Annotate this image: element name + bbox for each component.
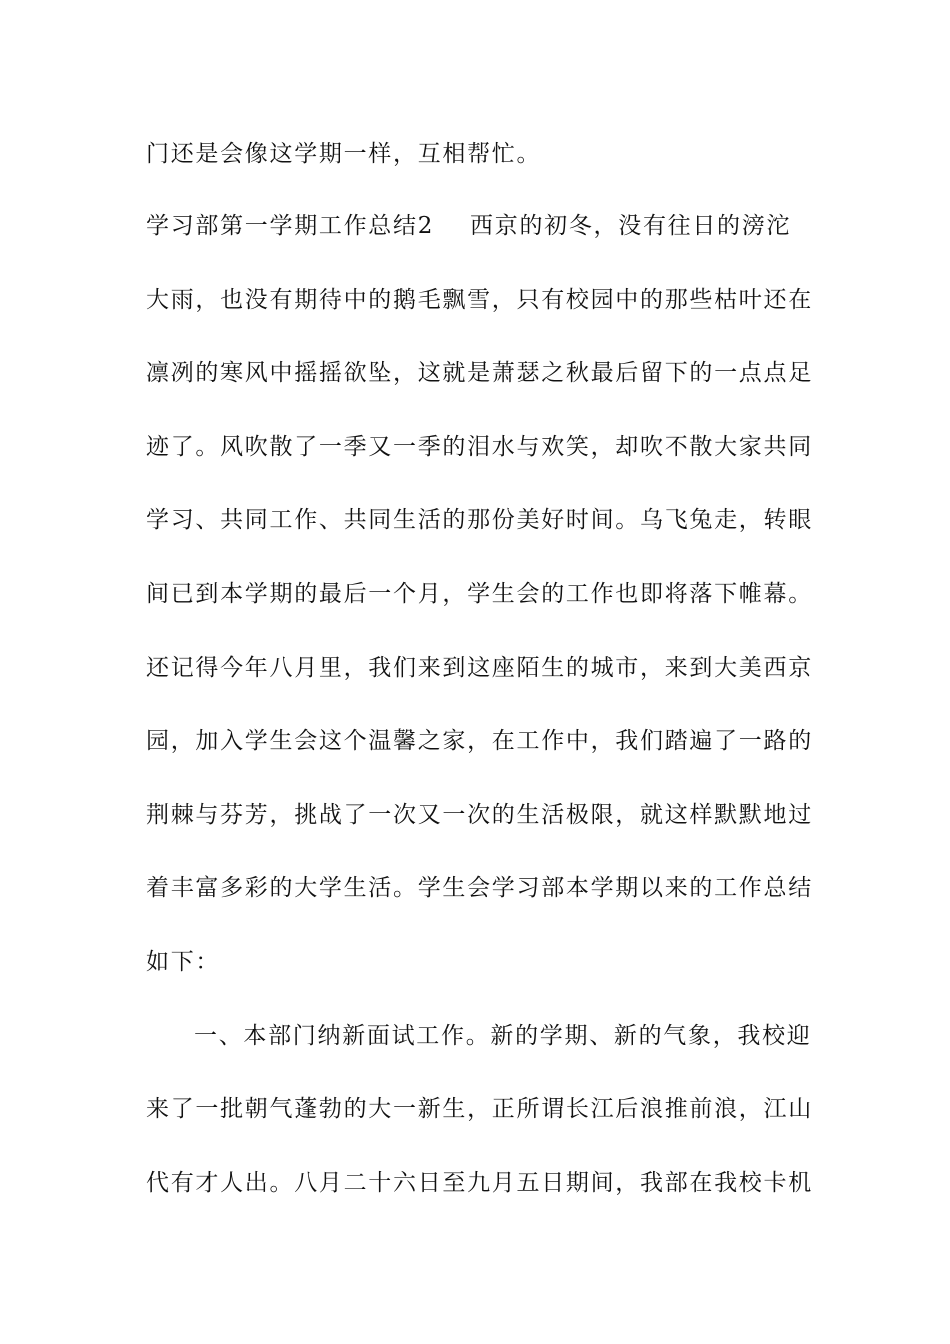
text-line: 凛冽的寒风中摇摇欲坠，这就是萧瑟之秋最后留下的一点点足 [146,360,813,386]
text-line: 如下： [146,949,221,975]
text-line [146,210,816,242]
text-line: 着丰富多彩的大学生活。学生会学习部本学期以来的工作总结 [146,875,813,901]
text-line: 迹了。风吹散了一季又一季的泪水与欢笑，却吹不散大家共同 [146,434,813,460]
text-line: 门还是会像这学期一样，互相帮忙。 [146,141,542,167]
text-line: 间已到本学期的最后一个月，学生会的工作也即将落下帷幕。 [146,581,813,607]
paragraph-first-line: 一、本部门纳新面试工作。新的学期、新的气象，我校迎 [194,1023,812,1049]
text-line: 大雨，也没有期待中的鹅毛飘雪，只有校园中的那些枯叶还在 [146,287,813,313]
text-line: 还记得今年八月里，我们来到这座陌生的城市，来到大美西京 [146,655,813,681]
text-line: 荆棘与芬芳，挑战了一次又一次的生活极限，就这样默默地过 [146,802,813,828]
text-line: 园，加入学生会这个温馨之家，在工作中，我们踏遍了一路的 [146,728,813,754]
text-line: 代有才人出。八月二十六日至九月五日期间，我部在我校卡机 [146,1170,813,1196]
text-line: 学习、共同工作、共同生活的那份美好时间。乌飞兔走，转眼 [146,507,813,533]
section-heading: 学习部第一学期工作总结2 [146,213,435,239]
text-line: 来了一批朝气蓬勃的大一新生，正所谓长江后浪推前浪，江山 [146,1096,813,1122]
text-line-start: 西京的初冬，没有往日的滂沱 [470,213,792,239]
